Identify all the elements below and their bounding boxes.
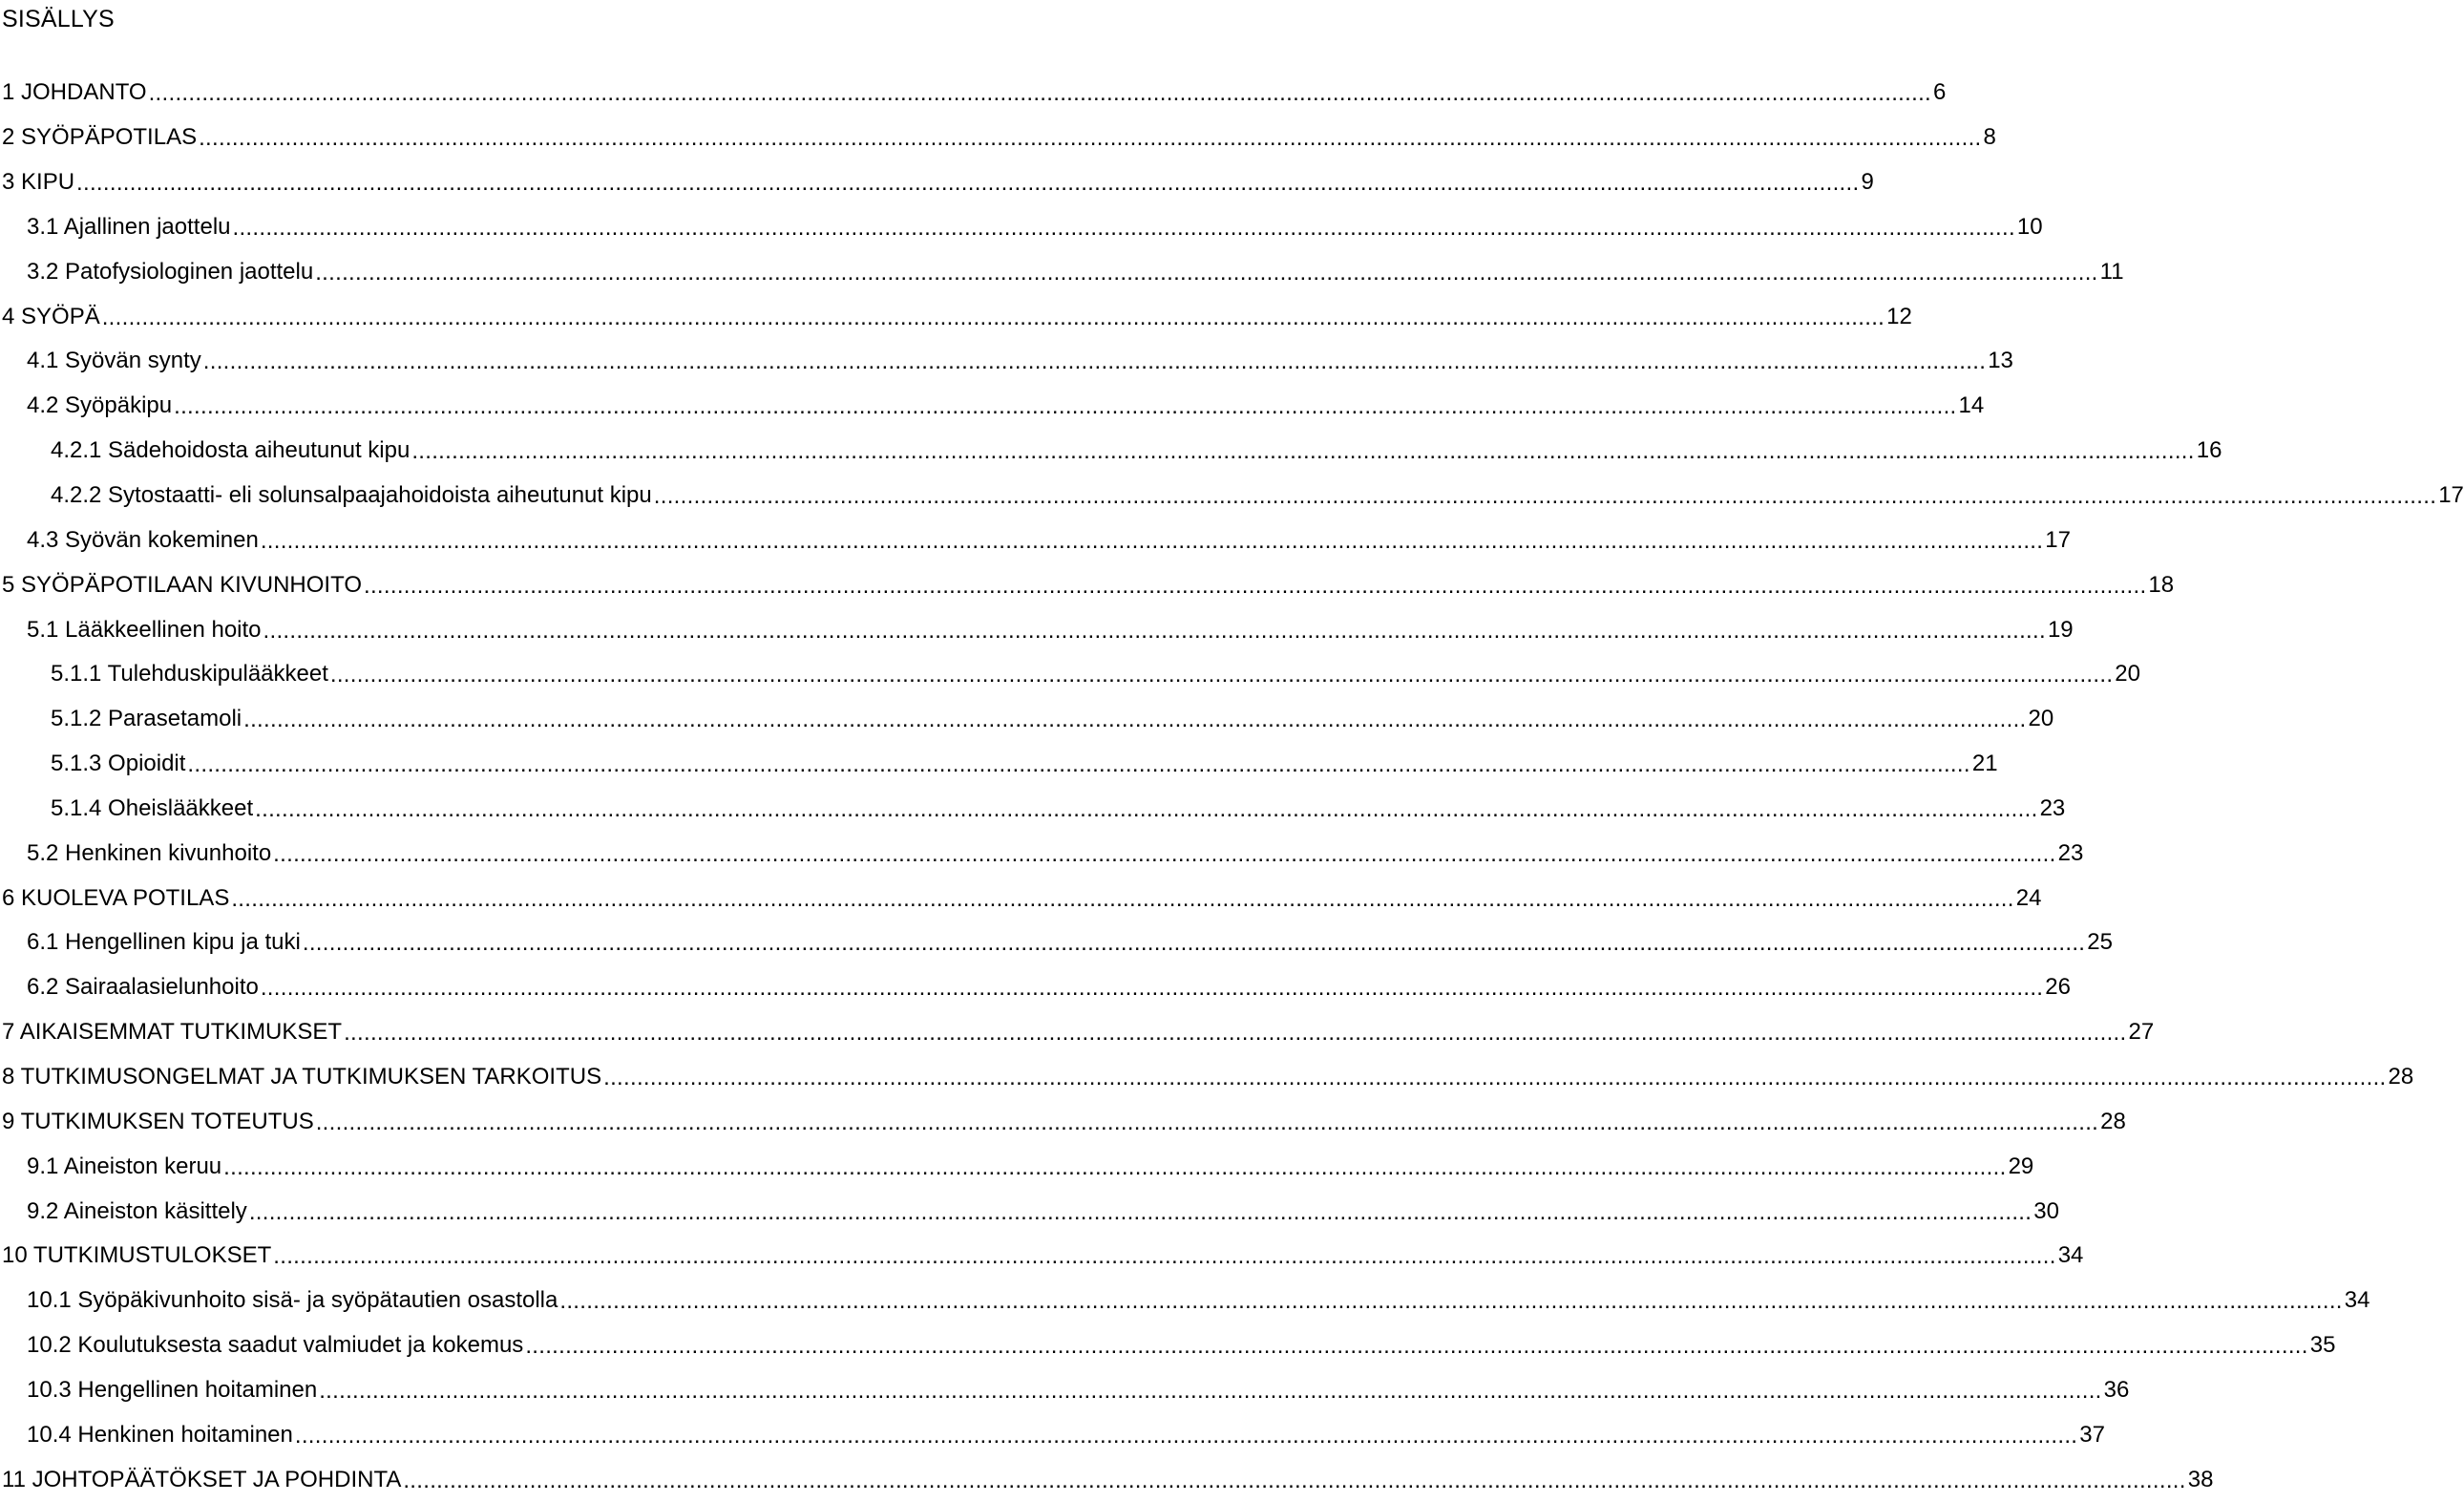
toc-entry-page-number: 6 <box>1933 79 1947 106</box>
toc-dot-leader <box>654 485 2436 508</box>
toc-entry-page-number: 30 <box>2033 1197 2059 1224</box>
toc-entry-page-number: 20 <box>2115 661 2140 688</box>
toc-entry-title: 5 SYÖPÄPOTILAAN KIVUNHOITO <box>2 571 362 598</box>
toc-entry[interactable] <box>0 160 1874 205</box>
toc-entry-page-number: 35 <box>2309 1332 2336 1359</box>
toc-entry-page-number: 16 <box>2196 437 2222 464</box>
toc-entry[interactable] <box>0 1010 2155 1055</box>
toc-entry[interactable] <box>0 697 2054 742</box>
toc-dot-leader <box>525 1335 2307 1358</box>
toc-dot-leader <box>231 888 2013 911</box>
toc-entry-page-number: 17 <box>2438 482 2464 509</box>
toc-entry[interactable] <box>0 1367 2130 1412</box>
toc-entry-page-number: 23 <box>2039 794 2066 821</box>
toc-entry-title: 1 JOHDANTO <box>2 79 147 106</box>
toc-entry-page-number: 27 <box>2128 1019 2155 1046</box>
toc-entry-title: 5.2 Henkinen kivunhoito <box>27 839 272 866</box>
toc-entry-page-number: 24 <box>2015 884 2042 911</box>
toc-dot-leader <box>364 575 2146 598</box>
toc-entry-page-number: 20 <box>2028 706 2054 732</box>
toc-entry-title: 3.2 Patofysiologinen jaottelu <box>27 258 314 285</box>
toc-entry[interactable] <box>0 1323 2336 1368</box>
toc-entry[interactable] <box>0 1055 2414 1100</box>
toc-entry-page-number: 38 <box>2187 1466 2214 1492</box>
toc-dot-leader <box>243 709 2026 731</box>
toc-entry[interactable] <box>0 562 2175 607</box>
toc-entry-title: 10.3 Hengellinen hoitaminen <box>27 1376 318 1403</box>
toc-entry[interactable] <box>0 474 2464 518</box>
toc-entry-page-number: 19 <box>2047 616 2074 643</box>
toc-entry-page-number: 11 <box>2099 258 2124 285</box>
toc-dot-leader <box>261 977 2043 1000</box>
toc-entry-title: 4.3 Syövän kokeminen <box>27 526 259 553</box>
toc-dot-leader <box>411 440 2194 463</box>
toc-entry-page-number: 36 <box>2103 1376 2130 1403</box>
toc-entry-title: 5.1.4 Oheislääkkeet <box>51 794 254 821</box>
toc-entry[interactable] <box>0 652 2140 697</box>
toc-entry-page-number: 17 <box>2045 526 2071 553</box>
toc-entry-title: 9 TUTKIMUKSEN TOTEUTUS <box>2 1108 314 1134</box>
toc-dot-leader <box>315 262 2097 285</box>
toc-entry[interactable] <box>0 742 1998 787</box>
toc-entry[interactable] <box>0 384 1985 429</box>
toc-entry[interactable] <box>0 1412 2105 1457</box>
toc-entry-title: 8 TUTKIMUSONGELMAT JA TUTKIMUKSEN TARKOITUS <box>2 1063 602 1089</box>
toc-entry[interactable] <box>0 339 2013 384</box>
toc-entry[interactable] <box>0 1144 2034 1189</box>
toc-entry-page-number: 9 <box>1861 169 1874 196</box>
toc-entry[interactable] <box>0 205 2043 250</box>
toc-dot-leader <box>319 1380 2101 1403</box>
toc-entry[interactable] <box>0 71 1947 116</box>
toc-entry-page-number: 34 <box>2344 1287 2370 1314</box>
table-of-contents <box>0 71 2464 1502</box>
toc-entry-page-number: 23 <box>2057 839 2084 866</box>
toc-dot-leader <box>223 1156 2006 1179</box>
toc-entry-title: 11 JOHTOPÄÄTÖKSET JA POHDINTA <box>2 1466 402 1492</box>
toc-dot-leader <box>249 1201 2032 1224</box>
toc-dot-leader <box>295 1425 2077 1448</box>
toc-entry-title: 10.2 Koulutuksesta saadut valmiudet ja kokemus <box>27 1332 524 1359</box>
toc-entry-title: 4 SYÖPÄ <box>2 303 100 329</box>
toc-dot-leader <box>403 1470 2185 1492</box>
toc-entry-page-number: 12 <box>1886 303 1912 329</box>
toc-dot-leader <box>149 82 1931 105</box>
toc-dot-leader <box>233 217 2015 240</box>
toc-entry-title: 4.2.2 Sytostaatti- eli solunsalpaajahoidoista aiheutunut kipu <box>51 482 652 509</box>
toc-entry-page-number: 25 <box>2087 929 2113 956</box>
toc-entry[interactable] <box>0 787 2066 832</box>
toc-entry-title: 9.2 Aineiston käsittely <box>27 1197 247 1224</box>
toc-entry[interactable] <box>0 116 1996 160</box>
toc-dot-leader <box>303 932 2085 955</box>
toc-entry-title: 10.4 Henkinen hoitaminen <box>27 1421 293 1448</box>
toc-entry-title: 4.1 Syövän synty <box>27 348 201 374</box>
toc-entry-title: 5.1.3 Opioidit <box>51 751 186 777</box>
toc-entry[interactable] <box>0 876 2042 920</box>
toc-entry[interactable] <box>0 607 2074 652</box>
toc-entry-page-number: 21 <box>1971 751 1998 777</box>
toc-entry[interactable] <box>0 1279 2370 1323</box>
toc-dot-leader <box>255 798 2037 821</box>
toc-dot-leader <box>603 1067 2386 1089</box>
toc-entry[interactable] <box>0 920 2113 965</box>
toc-entry-page-number: 29 <box>2008 1153 2034 1179</box>
toc-heading: SISÄLLYS <box>2 6 115 32</box>
toc-dot-leader <box>199 127 1981 150</box>
toc-entry[interactable] <box>0 965 2071 1010</box>
toc-entry[interactable] <box>0 1234 2084 1279</box>
toc-entry-page-number: 18 <box>2148 571 2175 598</box>
toc-entry[interactable] <box>0 249 2124 294</box>
toc-entry-page-number: 10 <box>2016 213 2043 240</box>
toc-entry-page-number: 26 <box>2045 974 2071 1001</box>
toc-entry[interactable] <box>0 831 2084 876</box>
toc-dot-leader <box>316 1111 2098 1134</box>
toc-entry-title: 5.1.1 Tulehduskipulääkkeet <box>51 661 328 688</box>
toc-entry-title: 3.1 Ajallinen jaottelu <box>27 213 231 240</box>
toc-entry-title: 6.1 Hengellinen kipu ja tuki <box>27 929 301 956</box>
toc-entry[interactable] <box>0 429 2222 474</box>
toc-entry-page-number: 28 <box>2100 1108 2126 1134</box>
toc-entry-page-number: 8 <box>1983 124 1996 151</box>
toc-dot-leader <box>273 1245 2055 1268</box>
toc-dot-leader <box>76 172 1859 195</box>
toc-entry-title: 5.1.2 Parasetamoli <box>51 706 242 732</box>
toc-dot-leader <box>187 753 1969 776</box>
toc-entry[interactable] <box>0 518 2071 562</box>
toc-dot-leader <box>344 1022 2126 1045</box>
toc-entry-title: 7 AIKAISEMMAT TUTKIMUKSET <box>2 1019 343 1046</box>
toc-entry-title: 3 KIPU <box>2 169 75 196</box>
toc-entry[interactable] <box>0 1457 2214 1502</box>
toc-entry-title: 10.1 Syöpäkivunhoito sisä- ja syöpätautien osastolla <box>27 1287 558 1314</box>
toc-dot-leader <box>174 395 1956 418</box>
toc-entry-page-number: 34 <box>2057 1242 2084 1269</box>
toc-dot-leader <box>203 350 1986 373</box>
toc-entry-page-number: 14 <box>1958 392 1985 419</box>
toc-entry-title: 6.2 Sairaalasielunhoito <box>27 974 259 1001</box>
toc-entry-title: 4.2 Syöpäkipu <box>27 392 173 419</box>
toc-entry-page-number: 13 <box>1988 348 2013 374</box>
toc-dot-leader <box>330 664 2113 687</box>
toc-entry-title: 10 TUTKIMUSTULOKSET <box>2 1242 272 1269</box>
toc-entry-title: 4.2.1 Sädehoidosta aiheutunut kipu <box>51 437 411 464</box>
toc-entry-title: 5.1 Lääkkeellinen hoito <box>27 616 262 643</box>
toc-dot-leader <box>102 307 1885 329</box>
toc-entry-title: 2 SYÖPÄPOTILAS <box>2 124 198 151</box>
toc-entry[interactable] <box>0 1189 2059 1234</box>
toc-entry-page-number: 37 <box>2079 1421 2105 1448</box>
toc-dot-leader <box>559 1290 2342 1313</box>
toc-entry-title: 9.1 Aineiston keruu <box>27 1153 222 1179</box>
toc-entry[interactable] <box>0 1099 2126 1144</box>
toc-entry[interactable] <box>0 294 1912 339</box>
toc-entry-page-number: 28 <box>2388 1063 2414 1089</box>
toc-dot-leader <box>263 620 2046 643</box>
toc-entry-title: 6 KUOLEVA POTILAS <box>2 884 230 911</box>
toc-dot-leader <box>273 843 2055 866</box>
toc-dot-leader <box>261 530 2043 553</box>
